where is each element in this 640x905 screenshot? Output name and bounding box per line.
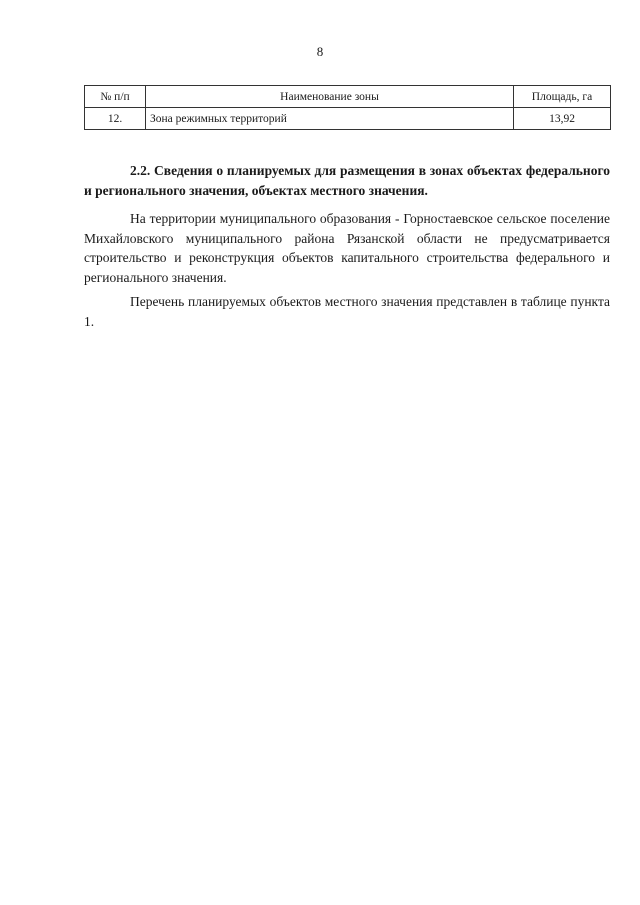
zones-table — [84, 85, 611, 130]
header-number: № п/п — [85, 86, 146, 108]
cell-number: 12. — [85, 108, 146, 130]
paragraph-list-reference: Перечень планируемых объектов местного значения представлен в таблице пункта 1. — [84, 294, 610, 329]
table-row — [85, 108, 611, 130]
cell-zone-name: Зона режимных территорий — [146, 108, 514, 130]
paragraph-territory: На территории муниципального образования - Горностаевское сельское поселение Михайловского муниципального района Рязанской области не предусматривается строительство и реконструкция объектов капитального строительства федерального и регионального значения. — [84, 211, 610, 285]
section-heading: 2.2. Сведения о планируемых для размещения в зонах объектах федерального и регионального значения, объектах местного значения. — [84, 163, 610, 198]
table-header-row — [85, 86, 611, 108]
page-number: 8 — [316, 44, 324, 59]
header-zone-name: Наименование зоны — [146, 86, 514, 108]
cell-area: 13,92 — [514, 108, 611, 130]
header-area: Площадь, га — [514, 86, 611, 108]
